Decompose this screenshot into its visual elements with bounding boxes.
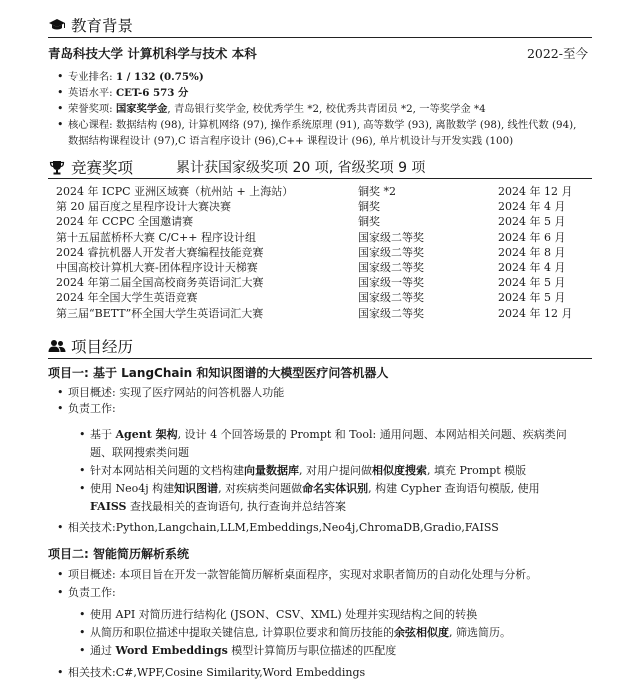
award-level: 国家级一等奖 bbox=[358, 276, 424, 290]
list-item: • 从简历和职位描述中提取关键信息, 计算职位要求和简历技能的余弦相似度, 筛选简历。 bbox=[90, 624, 590, 642]
award-name: 2024 年第二届全国高校商务英语词汇大赛 bbox=[56, 276, 264, 290]
project-1-tech: • 相关技术:Python,Langchain,LLM,Embeddings,Neo4j,ChromaDB,Gradio,FAISS bbox=[68, 520, 588, 536]
list-item: • 专业排名: 1 / 132 (0.75%) bbox=[68, 69, 598, 85]
list-item: • 针对本网站相关问题的文档构建向量数据库, 对用户提问做相似度搜索, 填充 Prompt 模版 bbox=[90, 462, 590, 480]
project-2-overview: • 项目概述: 本项目旨在开发一款智能简历解析桌面程序，实现对求职者简历的自动化处理与分析。 bbox=[68, 566, 598, 584]
project-1-duties bbox=[90, 426, 590, 516]
award-name: 第三届“BETT”杯全国大学生英语词汇大赛 bbox=[56, 306, 264, 320]
award-date: 2024 年 12 月 bbox=[498, 306, 573, 320]
project-1-title: 项目一: 基于 LangChain 和知识图谱的大模型医疗问答机器人 bbox=[48, 366, 389, 380]
project-1-details bbox=[68, 385, 588, 417]
education-heading: 教育背景 bbox=[48, 14, 133, 36]
award-name: 2024 年全国大学生英语竞赛 bbox=[56, 291, 198, 305]
award-level: 国家级二等奖 bbox=[358, 261, 424, 275]
projects-divider bbox=[48, 358, 592, 359]
project-2-tech-list bbox=[68, 664, 588, 682]
award-level: 国家级二等奖 bbox=[358, 306, 424, 320]
awards-table bbox=[56, 184, 598, 321]
competitions-divider bbox=[48, 178, 592, 179]
table-row bbox=[56, 290, 598, 305]
competitions-summary: 累计获国家级奖项 20 项, 省级奖项 9 项 bbox=[176, 160, 426, 176]
award-date: 2024 年 8 月 bbox=[498, 245, 566, 259]
award-level: 铜奖 bbox=[358, 215, 380, 229]
award-name: 2024 年 CCPC 全国邀请赛 bbox=[56, 215, 194, 229]
project-2-tech: • 相关技术:C#,WPF,Cosine Similarity,Word Embeddings bbox=[68, 664, 588, 682]
award-level: 铜奖 bbox=[358, 200, 380, 214]
award-date: 2024 年 5 月 bbox=[498, 291, 566, 305]
list-item: • 使用 API 对简历进行结构化 (JSON、CSV、XML) 处理并实现结构之间的转换 bbox=[90, 606, 590, 624]
award-level: 铜奖 *2 bbox=[358, 185, 396, 198]
award-name: 2024 年 ICPC 亚洲区域赛（杭州站 + 上海站） bbox=[56, 185, 294, 198]
table-row bbox=[56, 184, 598, 199]
table-row bbox=[56, 214, 598, 229]
award-date: 2024 年 5 月 bbox=[498, 276, 566, 290]
list-item: • 荣誉奖项: 国家奖学金, 青岛银行奖学金, 校优秀学生 *2, 校优秀共青团员 *2, 一等奖学金 *4 bbox=[68, 101, 598, 117]
education-date: 2022-至今 bbox=[526, 46, 588, 61]
project-2-duty-label: • 负责工作: bbox=[68, 584, 598, 602]
project-2-details bbox=[68, 566, 598, 602]
project-2-title: 项目二: 智能简历解析系统 bbox=[48, 547, 189, 561]
table-row bbox=[56, 275, 598, 290]
users-icon bbox=[48, 338, 66, 354]
table-row bbox=[56, 199, 598, 214]
award-date: 2024 年 6 月 bbox=[498, 230, 566, 244]
table-row bbox=[56, 306, 598, 321]
project-1-tech-list bbox=[68, 520, 588, 536]
education-divider bbox=[48, 37, 592, 38]
list-item: • 英语水平: CET-6 573 分 bbox=[68, 85, 598, 101]
competitions-heading: 竞赛奖项 bbox=[48, 156, 133, 178]
project-2-duties bbox=[90, 606, 590, 660]
award-level: 国家级二等奖 bbox=[358, 291, 424, 305]
list-item: • 使用 Neo4j 构建知识图谱, 对疾病类问题做命名实体识别, 构建 Cypher 查询语句模版, 使用 FAISS 查找最相关的查询语句, 执行查询并总结答案 bbox=[90, 480, 590, 516]
award-level: 国家级二等奖 bbox=[358, 245, 424, 259]
school-name: 青岛科技大学 计算机科学与技术 本科 bbox=[48, 46, 257, 61]
education-details bbox=[68, 69, 598, 149]
project-1-duty-label: • 负责工作: bbox=[68, 401, 588, 417]
table-row bbox=[56, 245, 598, 260]
project-1-overview: • 项目概述: 实现了医疗网站的问答机器人功能 bbox=[68, 385, 588, 401]
award-name: 第十五届蓝桥杯大赛 C/C++ 程序设计组 bbox=[56, 230, 256, 244]
table-row bbox=[56, 260, 598, 275]
projects-heading: 项目经历 bbox=[48, 335, 133, 357]
award-date: 2024 年 4 月 bbox=[498, 261, 566, 275]
table-row bbox=[56, 230, 598, 245]
education-entry-header bbox=[48, 44, 588, 62]
award-name: 中国高校计算机大赛-团体程序设计天梯赛 bbox=[56, 261, 258, 275]
award-date: 2024 年 12 月 bbox=[498, 185, 573, 198]
graduation-cap-icon bbox=[48, 17, 66, 33]
trophy-icon bbox=[48, 159, 66, 175]
list-item: • 基于 Agent 架构, 设计 4 个回答场景的 Prompt 和 Tool: 通用问题、本网站相关问题、疾病类问 题、联网搜索类问题 bbox=[90, 426, 590, 462]
award-date: 2024 年 5 月 bbox=[498, 215, 566, 229]
award-name: 2024 睿抗机器人开发者大赛编程技能竞赛 bbox=[56, 245, 264, 259]
award-level: 国家级二等奖 bbox=[358, 230, 424, 244]
award-name: 第 20 届百度之星程序设计大赛决赛 bbox=[56, 200, 231, 214]
list-item: • 核心课程: 数据结构 (98), 计算机网络 (97), 操作系统原理 (91), 高等数学 (93), 离散数学 (98), 线性代数 (94), 数据结构课程设计 (97),C 语言程序设计 (96),C++ 课程设计 (96), 单片机设计与开发实践 (100) bbox=[68, 117, 598, 149]
award-date: 2024 年 4 月 bbox=[498, 200, 566, 214]
list-item: • 通过 Word Embeddings 模型计算简历与职位描述的匹配度 bbox=[90, 642, 590, 660]
